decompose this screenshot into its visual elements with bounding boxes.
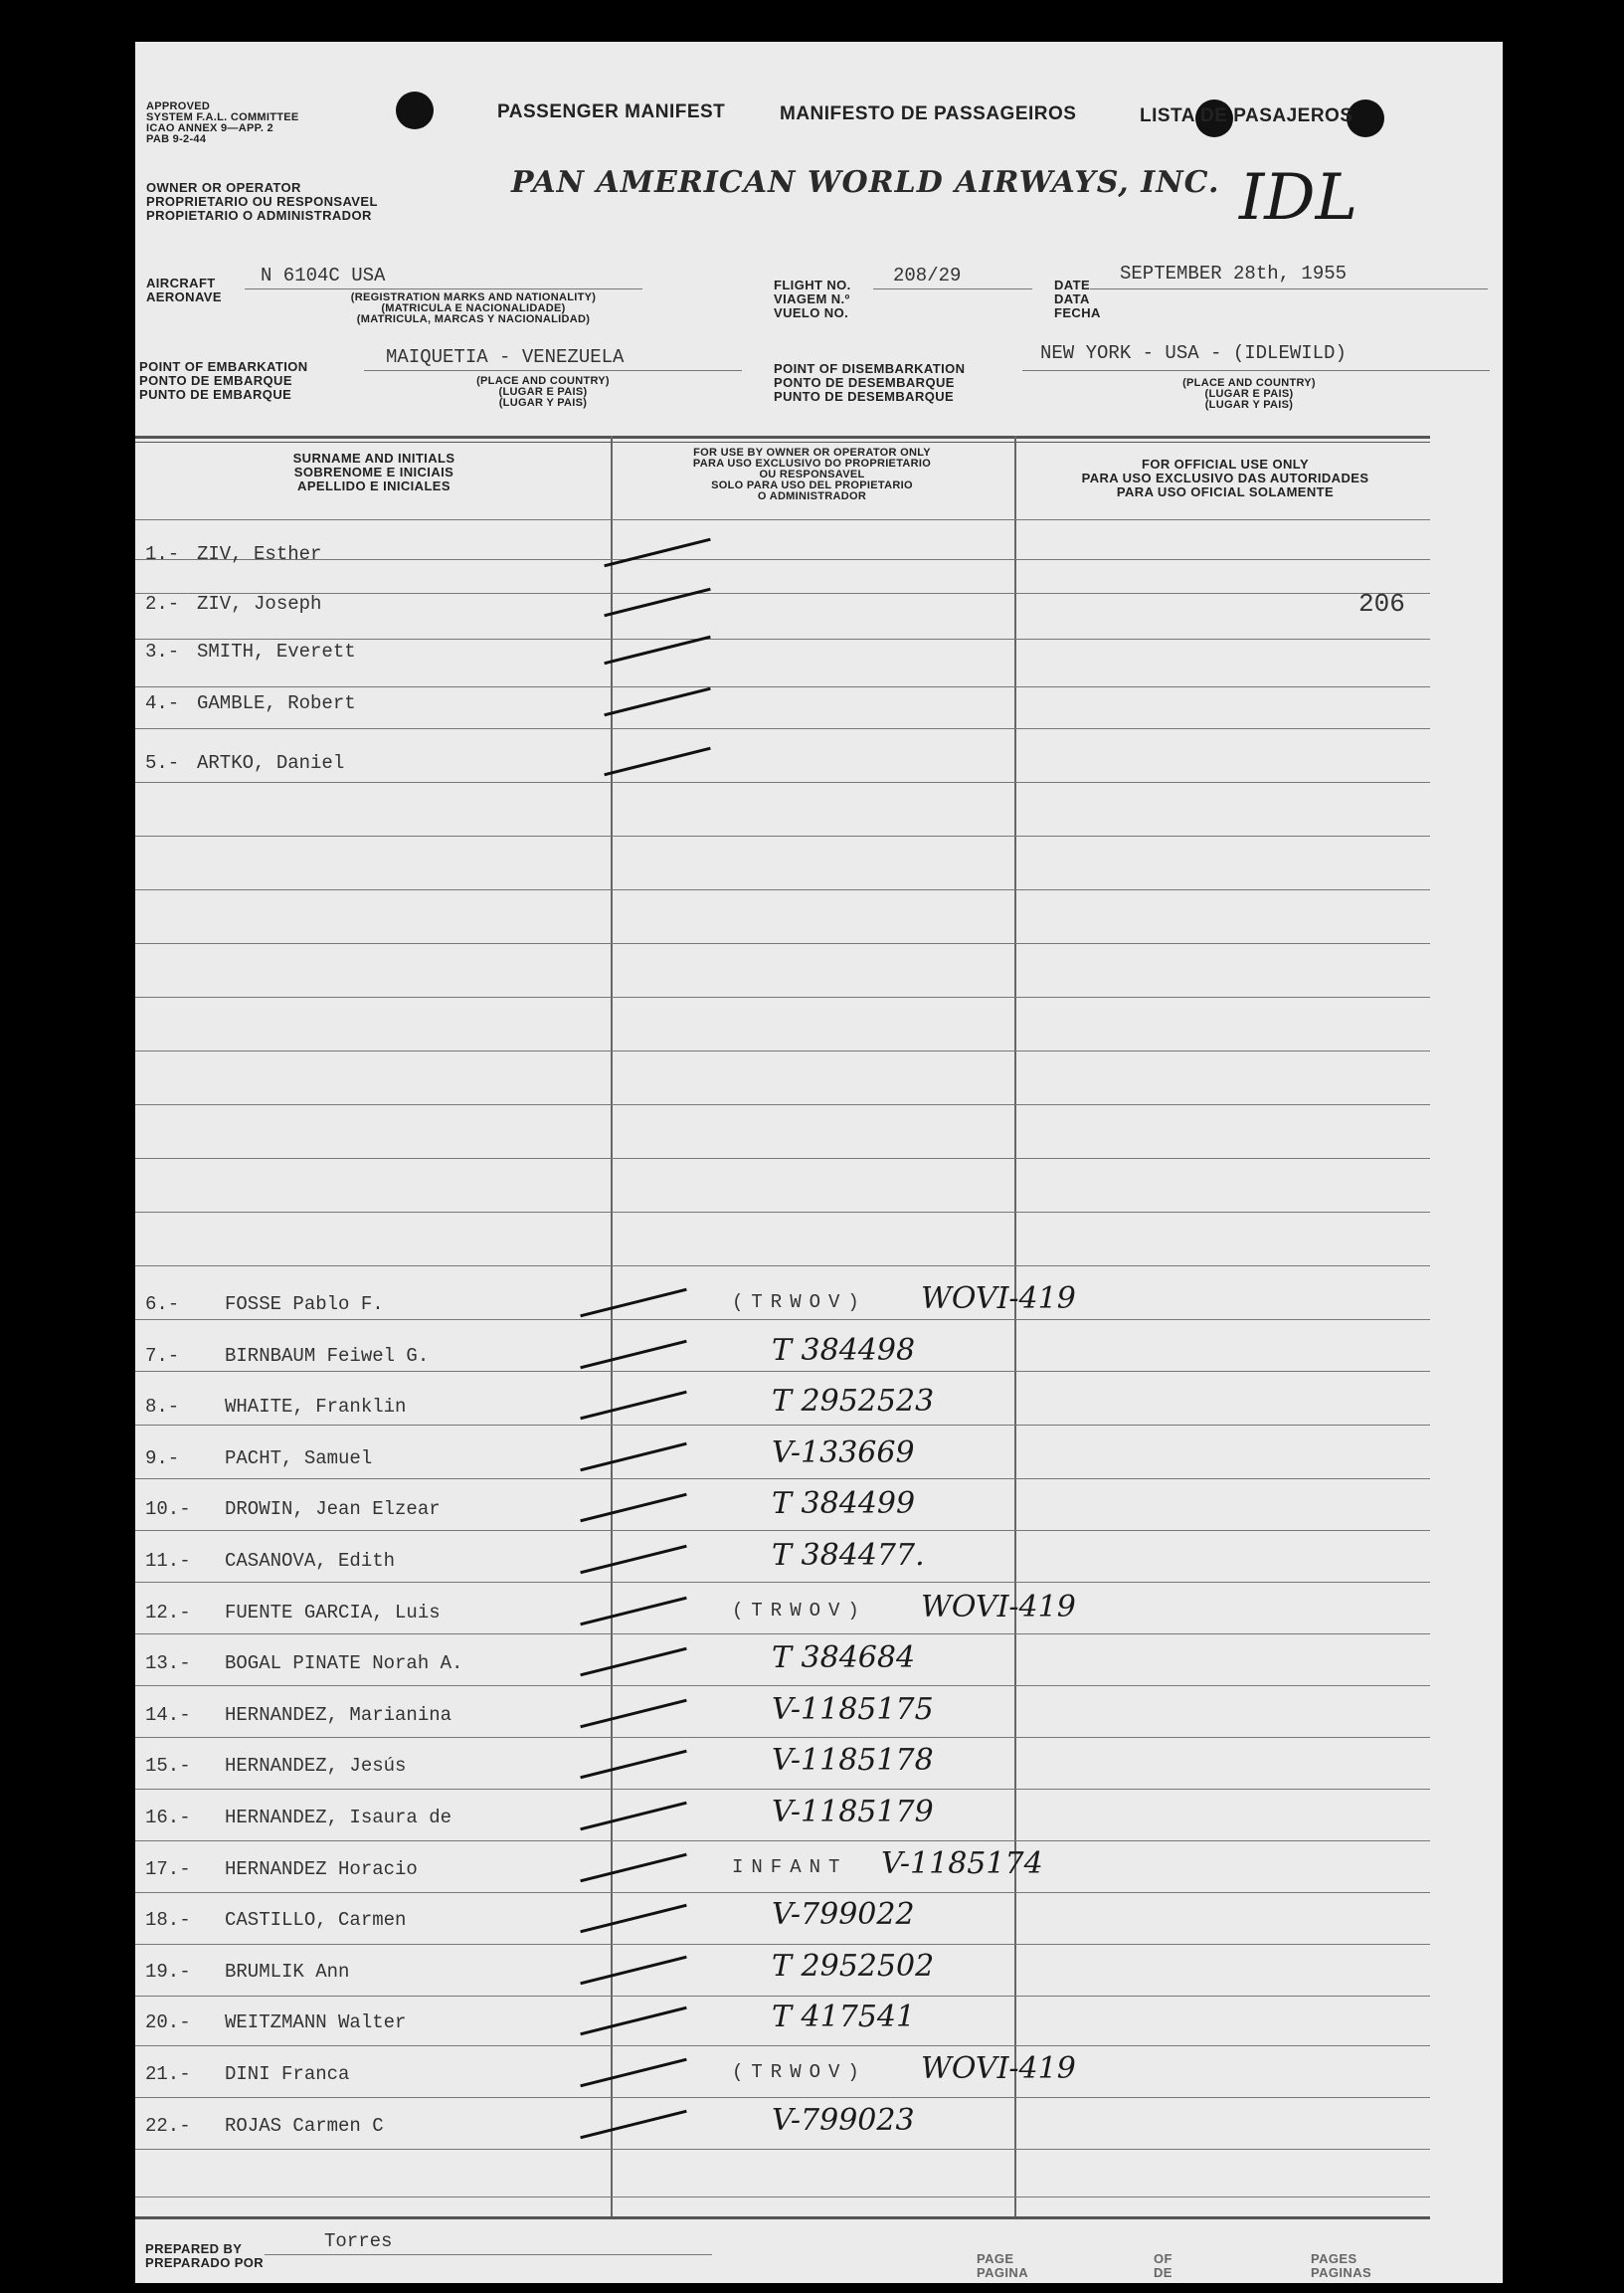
- passenger-row: [135, 2103, 1430, 2149]
- registration-caption: [324, 292, 623, 325]
- table-top-rule-2: [135, 442, 1430, 443]
- row-number: 12.-: [145, 1602, 191, 1624]
- disembark-labels: [774, 362, 965, 404]
- embark-label: PUNTO DE EMBARQUE: [139, 387, 292, 402]
- passenger-name: CASANOVA, Edith: [225, 1550, 396, 1572]
- owner-labels: [146, 181, 378, 223]
- row-number: 16.-: [145, 1807, 191, 1828]
- flight-value: 208/29: [893, 265, 962, 287]
- check-mark: [604, 747, 710, 777]
- passenger-name: HERNANDEZ, Marianina: [225, 1704, 452, 1726]
- caption-line: (PLACE AND COUNTRY): [1182, 377, 1316, 389]
- header-line: PARA USO EXCLUSIVO DO PROPRIETARIO: [692, 458, 932, 470]
- ticket-number: T 384684: [772, 1640, 916, 1675]
- passenger-name: BRUMLIK Ann: [225, 1961, 350, 1983]
- header-line: APELLIDO E INICIALES: [297, 478, 451, 493]
- ticket-number: V-799022: [772, 1897, 915, 1932]
- passenger-name: GAMBLE, Robert: [197, 692, 356, 714]
- check-mark: [580, 1545, 686, 1575]
- aircraft-underline: [245, 288, 642, 289]
- row-number: 22.-: [145, 2115, 191, 2137]
- passenger-row: [135, 537, 1430, 577]
- disembark-value: NEW YORK - USA - (IDLEWILD): [1040, 342, 1347, 364]
- date-labels: [1054, 279, 1101, 320]
- flight-labels: [774, 279, 851, 320]
- ruled-line: [135, 2097, 1430, 2098]
- ruled-line: [135, 889, 1430, 890]
- aircraft-label: AIRCRAFT: [146, 276, 216, 290]
- punch-hole-left: [396, 92, 434, 129]
- passenger-name: ZIV, Esther: [197, 543, 322, 565]
- passenger-row: [135, 1333, 1430, 1379]
- date-label: FECHA: [1054, 305, 1101, 320]
- ruled-line: [135, 1789, 1430, 1790]
- passenger-row: [135, 2051, 1430, 2097]
- check-mark: [604, 636, 710, 666]
- passenger-row: [135, 1486, 1430, 1532]
- ruled-line: [135, 2149, 1430, 2150]
- passenger-row: [135, 1384, 1430, 1430]
- caption-line: (MATRICULA, MARCAS Y NACIONALIDAD): [356, 313, 591, 325]
- ticket-number: T 2952523: [772, 1384, 935, 1419]
- row-number: 19.-: [145, 1961, 191, 1983]
- ticket-number: V-1185178: [772, 1743, 934, 1778]
- company-name: PAN AMERICAN WORLD AIRWAYS, INC.: [511, 165, 1220, 200]
- aircraft-labels: [146, 277, 222, 304]
- pages-label: PAGES: [1311, 2251, 1357, 2266]
- caption-line: (LUGAR E PAIS): [498, 386, 588, 398]
- row-number: 15.-: [145, 1755, 191, 1777]
- flight-label: VIAGEM N.º: [774, 291, 850, 306]
- ruled-line: [135, 943, 1430, 944]
- check-mark: [580, 1956, 686, 1986]
- of-labels: [1154, 2252, 1173, 2280]
- flight-underline: [873, 288, 1032, 289]
- row-number: 1.-: [145, 543, 180, 565]
- check-mark: [580, 2006, 686, 2036]
- ticket-number: V-1185179: [772, 1795, 934, 1829]
- header-line: FOR OFFICIAL USE ONLY: [1141, 457, 1310, 472]
- check-mark: [580, 2110, 686, 2140]
- ticket-number: V-799023: [772, 2103, 915, 2138]
- title-spanish: LISTA DE PASAJEROS: [1140, 105, 1353, 126]
- manifest-sheet: [135, 42, 1503, 2283]
- ruled-line: [135, 836, 1430, 837]
- prepared-label: PREPARADO POR: [145, 2255, 265, 2270]
- passenger-row: [135, 1538, 1430, 1584]
- prepared-value: Torres: [324, 2230, 393, 2252]
- check-mark: [580, 1288, 686, 1318]
- disembark-underline: [1022, 370, 1490, 371]
- passenger-name: DROWIN, Jean Elzear: [225, 1498, 441, 1520]
- ruled-line: [135, 1212, 1430, 1213]
- page-labels: [977, 2252, 1028, 2280]
- ruled-line: [135, 1104, 1430, 1105]
- title-portuguese: MANIFESTO DE PASSAGEIROS: [780, 103, 1077, 124]
- passenger-row: [135, 1435, 1430, 1481]
- owner-label: PROPRIETARIO OU RESPONSAVEL: [146, 194, 378, 209]
- ruled-line: [135, 1944, 1430, 1945]
- ticket-number: T 384499: [772, 1486, 916, 1521]
- header-line: SOLO PARA USO DEL PROPIETARIO: [711, 479, 913, 491]
- passenger-row: [135, 635, 1430, 674]
- row-number: 8.-: [145, 1396, 180, 1418]
- caption-line: (MATRICULA E NACIONALIDADE): [381, 302, 566, 314]
- typed-note: (TRWOV): [732, 1600, 867, 1622]
- header-line: PARA USO OFICIAL SOLAMENTE: [1116, 484, 1335, 499]
- row-number: 2.-: [145, 593, 180, 615]
- passenger-row: [135, 1795, 1430, 1840]
- check-mark: [580, 1750, 686, 1780]
- col-official-header: [1020, 458, 1430, 499]
- ruled-line: [135, 2045, 1430, 2046]
- date-underline: [1090, 288, 1488, 289]
- row-number: 4.-: [145, 692, 180, 714]
- check-mark: [580, 2058, 686, 2088]
- row-number: 20.-: [145, 2011, 191, 2033]
- flight-label: FLIGHT NO.: [774, 278, 851, 292]
- owner-label: OWNER OR OPERATOR: [146, 180, 301, 195]
- embark-underline: [364, 370, 742, 371]
- row-number: 21.-: [145, 2063, 191, 2085]
- passenger-name: FOSSE Pablo F.: [225, 1293, 384, 1315]
- check-mark: [580, 1853, 686, 1883]
- row-number: 6.-: [145, 1293, 180, 1315]
- col-operator-header: [611, 448, 1013, 502]
- passenger-name: HERNANDEZ Horacio: [225, 1858, 418, 1880]
- passenger-row: [135, 2000, 1430, 2045]
- of-label: OF: [1154, 2251, 1173, 2266]
- disembark-label: POINT OF DISEMBARKATION: [774, 361, 966, 376]
- passenger-row: [135, 1640, 1430, 1686]
- passenger-name: ARTKO, Daniel: [197, 752, 345, 774]
- passenger-name: ZIV, Joseph: [197, 593, 322, 615]
- prepared-label: PREPARED BY: [145, 2241, 243, 2256]
- ticket-number: T 384477.: [772, 1538, 925, 1573]
- header-line: FOR USE BY OWNER OR OPERATOR ONLY: [693, 447, 931, 459]
- passenger-row: [135, 746, 1430, 786]
- check-mark: [580, 1597, 686, 1626]
- passenger-name: WEITZMANN Walter: [225, 2011, 407, 2033]
- passenger-row: [135, 1590, 1430, 1635]
- header-line: PARA USO EXCLUSIVO DAS AUTORIDADES: [1081, 471, 1369, 485]
- ruled-line: [135, 1996, 1430, 1997]
- ruled-line: [135, 728, 1430, 729]
- passenger-name: HERNANDEZ, Jesús: [225, 1755, 407, 1777]
- prepared-underline: [265, 2254, 712, 2255]
- disembark-label: PONTO DE DESEMBARQUE: [774, 375, 955, 390]
- ruled-line: [135, 519, 1430, 520]
- check-mark: [580, 1699, 686, 1729]
- passenger-row: [135, 1897, 1430, 1943]
- header-line: O ADMINISTRADOR: [757, 490, 867, 502]
- embark-label: PONTO DE EMBARQUE: [139, 373, 292, 388]
- date-label: DATA: [1054, 291, 1090, 306]
- of-label: DE: [1154, 2265, 1173, 2280]
- row-number: 13.-: [145, 1652, 191, 1674]
- disembark-place-caption: [1140, 378, 1358, 411]
- header-line: SURNAME AND INITIALS: [292, 451, 455, 466]
- passenger-name: ROJAS Carmen C: [225, 2115, 384, 2137]
- row-number: 10.-: [145, 1498, 191, 1520]
- passenger-row: [135, 1846, 1430, 1892]
- approval-line: SYSTEM F.A.L. COMMITTEE: [146, 111, 299, 123]
- ticket-number: T 384498: [772, 1333, 916, 1368]
- check-mark: [580, 1340, 686, 1370]
- header-line: SOBRENOME E INICIAIS: [293, 465, 454, 479]
- embark-value: MAIQUETIA - VENEZUELA: [386, 346, 625, 368]
- embark-place-caption: [434, 376, 652, 409]
- typed-note: INFANT: [732, 1856, 848, 1878]
- passenger-name: DINI Franca: [225, 2063, 350, 2085]
- ruled-line: [135, 1265, 1430, 1266]
- passenger-name: WHAITE, Franklin: [225, 1396, 407, 1418]
- row-number: 11.-: [145, 1550, 191, 1572]
- check-mark: [604, 687, 710, 717]
- row-number: 9.-: [145, 1447, 180, 1469]
- passenger-row: [135, 1949, 1430, 1995]
- title-english: PASSENGER MANIFEST: [497, 101, 726, 122]
- table-top-rule: [135, 436, 1430, 439]
- check-mark: [580, 1442, 686, 1472]
- page-label: PAGE: [977, 2251, 1014, 2266]
- col-surname-header: [155, 452, 593, 493]
- check-mark: [604, 538, 710, 568]
- embark-label: POINT OF EMBARKATION: [139, 359, 308, 374]
- typed-note: (TRWOV): [732, 2061, 867, 2083]
- approval-block: [146, 101, 299, 145]
- passenger-row: [135, 1692, 1430, 1738]
- row-number: 14.-: [145, 1704, 191, 1726]
- ticket-number: T 417541: [772, 2000, 916, 2034]
- footer-rule: [135, 2216, 1430, 2219]
- ticket-number: WOVI-419: [921, 1590, 1076, 1624]
- caption-line: (LUGAR Y PAIS): [1204, 399, 1294, 411]
- ruled-line: [135, 1840, 1430, 1841]
- ticket-number: V-1185174: [881, 1846, 1043, 1881]
- approval-line: APPROVED: [146, 100, 211, 112]
- check-mark: [580, 1493, 686, 1523]
- typed-note: (TRWOV): [732, 1291, 867, 1313]
- check-mark: [580, 1647, 686, 1677]
- check-mark: [580, 1802, 686, 1831]
- passenger-name: HERNANDEZ, Isaura de: [225, 1807, 452, 1828]
- passenger-row: [135, 1743, 1430, 1789]
- row-number: 5.-: [145, 752, 180, 774]
- ticket-number: WOVI-419: [921, 2051, 1076, 2086]
- check-mark: [604, 588, 710, 618]
- aircraft-value: N 6104C USA: [261, 265, 386, 287]
- passenger-name: BOGAL PINATE Norah A.: [225, 1652, 463, 1674]
- passenger-row: [135, 686, 1430, 726]
- caption-line: (PLACE AND COUNTRY): [476, 375, 610, 387]
- pages-labels: [1311, 2252, 1371, 2280]
- aircraft-label: AERONAVE: [146, 289, 222, 304]
- owner-label: PROPIETARIO O ADMINISTRADOR: [146, 208, 372, 223]
- header-line: OU RESPONSAVEL: [759, 469, 865, 480]
- passenger-row: [135, 587, 1430, 627]
- ruled-line: [135, 997, 1430, 998]
- check-mark: [580, 1391, 686, 1421]
- ticket-number: T 2952502: [772, 1949, 935, 1984]
- official-value: 206: [1358, 589, 1405, 619]
- passenger-row: [135, 1281, 1430, 1327]
- date-label: DATE: [1054, 278, 1091, 292]
- ruled-line: [135, 1892, 1430, 1893]
- prepared-labels: [145, 2242, 264, 2270]
- ruled-line: [135, 1158, 1430, 1159]
- ticket-number: WOVI-419: [921, 1281, 1076, 1316]
- idl-stamp: IDL: [1239, 161, 1358, 235]
- disembark-label: PUNTO DE DESEMBARQUE: [774, 389, 955, 404]
- passenger-name: PACHT, Samuel: [225, 1447, 373, 1469]
- caption-line: (LUGAR E PAIS): [1204, 388, 1294, 400]
- page-label: PAGINA: [977, 2265, 1028, 2280]
- ticket-number: V-133669: [772, 1435, 915, 1470]
- row-number: 3.-: [145, 641, 180, 663]
- passenger-name: CASTILLO, Carmen: [225, 1909, 407, 1931]
- approval-line: ICAO ANNEX 9—APP. 2: [146, 122, 273, 134]
- passenger-name: FUENTE GARCIA, Luis: [225, 1602, 441, 1624]
- row-number: 17.-: [145, 1858, 191, 1880]
- row-number: 7.-: [145, 1345, 180, 1367]
- ticket-number: V-1185175: [772, 1692, 934, 1727]
- passenger-name: BIRNBAUM Feiwel G.: [225, 1345, 430, 1367]
- flight-label: VUELO NO.: [774, 305, 849, 320]
- caption-line: (LUGAR Y PAIS): [498, 397, 588, 409]
- date-value: SEPTEMBER 28th, 1955: [1120, 263, 1348, 285]
- approval-line: PAB 9-2-44: [146, 133, 207, 145]
- check-mark: [580, 1904, 686, 1934]
- passenger-name: SMITH, Everett: [197, 641, 356, 663]
- row-number: 18.-: [145, 1909, 191, 1931]
- pages-label: PAGINAS: [1311, 2265, 1372, 2280]
- caption-line: (REGISTRATION MARKS AND NATIONALITY): [350, 291, 597, 303]
- embark-labels: [139, 360, 308, 402]
